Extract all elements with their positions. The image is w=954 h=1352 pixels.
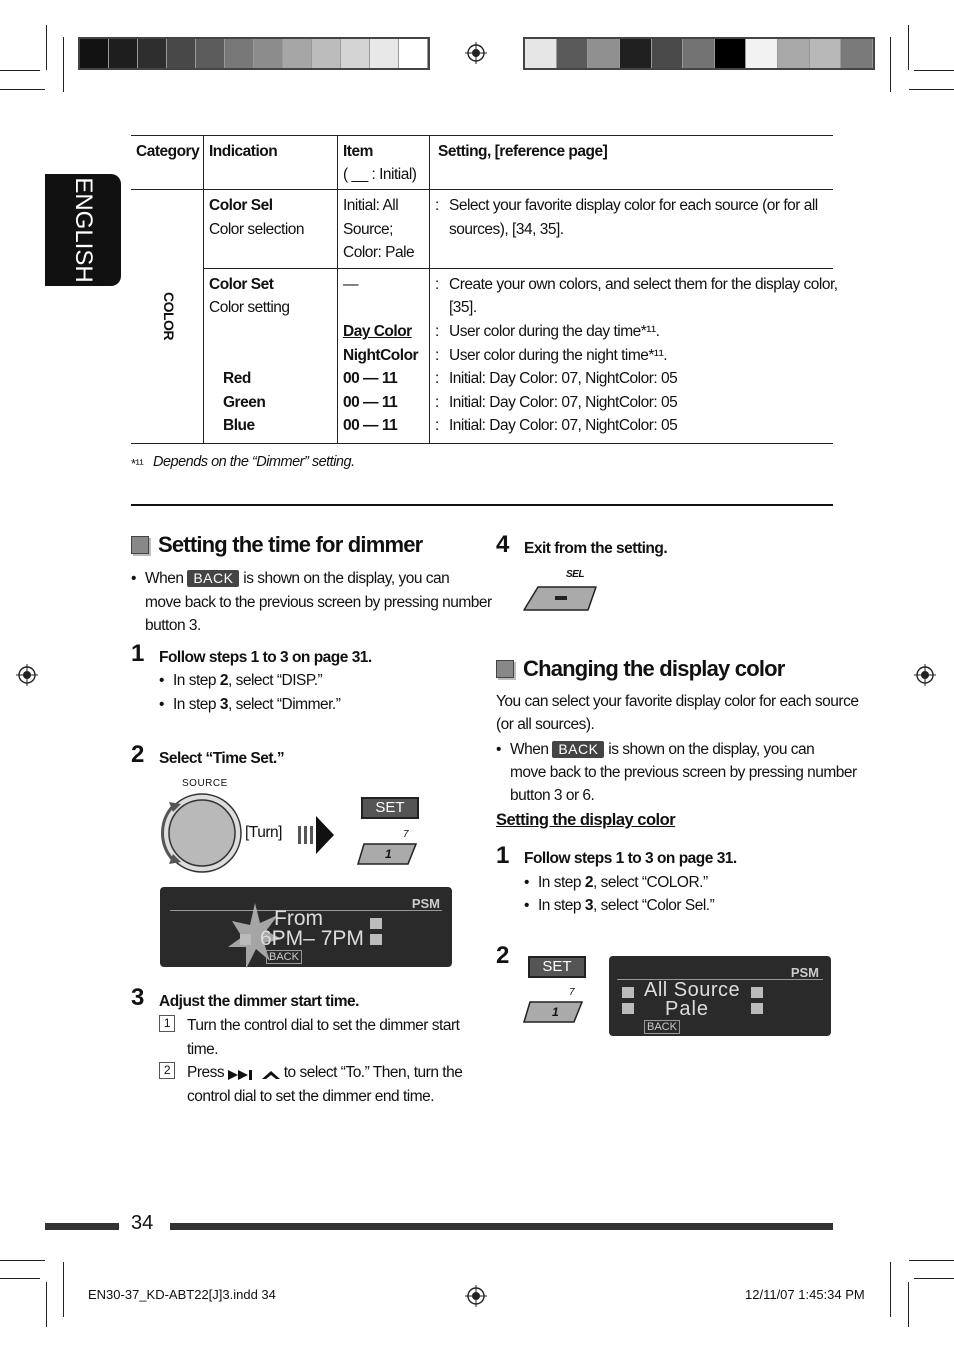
color-set-desc: Color setting: [209, 299, 290, 316]
sub-bullet: •: [159, 696, 164, 713]
color-swatch: [138, 39, 167, 68]
section-title-dimmer: Setting the time for dimmer: [158, 532, 423, 557]
header-indication: Indication: [209, 143, 278, 160]
intro-text: (or all sources).: [496, 716, 595, 733]
color-swatch: [620, 39, 652, 68]
blue-setting: Initial: Day Color: 07, NightColor: 05: [449, 417, 678, 434]
footer-file: EN30-37_KD-ABT22[J]3.indd 34: [88, 1287, 276, 1302]
crop-mark: [0, 1260, 45, 1261]
crop-mark: [0, 1278, 40, 1279]
bullet-text: [510, 738, 814, 762]
header-category: Category: [136, 143, 200, 160]
color-swatch: [841, 39, 873, 68]
step-title: Select “Time Set.”: [159, 750, 285, 767]
crop-mark: [46, 25, 47, 70]
color-set-setting: [35].: [449, 299, 477, 316]
sub-bullet-text: [173, 669, 322, 693]
color-swatch: [283, 39, 312, 68]
substep-post: to select “To.” Then, turn the: [283, 1064, 463, 1081]
night-color-item: NightColor: [343, 347, 419, 364]
substep-text: control dial to set the dimmer end time.: [187, 1088, 435, 1105]
day-color-item: Day Color: [343, 323, 412, 340]
color-swatch: [715, 39, 747, 68]
crop-mark: [890, 1262, 891, 1317]
crop-mark: [914, 1278, 954, 1279]
back-button-label: BACK: [187, 570, 239, 587]
step-number: 1: [496, 842, 510, 869]
control-dial-icon[interactable]: [155, 790, 245, 874]
color-set-dash: —: [343, 276, 358, 293]
substep-text: [187, 1061, 462, 1085]
color-swatch: [652, 39, 684, 68]
bullet-text: [145, 567, 449, 591]
crop-mark: [46, 1282, 47, 1327]
substep-number: 2: [159, 1062, 175, 1079]
day-color-setting: User color during the day time*¹¹.: [449, 323, 660, 340]
lcd-line2: Pale: [665, 998, 710, 1020]
turn-label: [Turn]: [245, 824, 282, 841]
sub-bold: 3: [219, 696, 228, 713]
bullet: •: [131, 570, 136, 587]
sub-pre: In step: [538, 897, 585, 914]
green-indication: Green: [223, 394, 266, 411]
colon: :: [435, 417, 439, 434]
color-swatch: [225, 39, 254, 68]
registration-mark-icon: [16, 664, 38, 686]
color-swatch: [399, 39, 428, 68]
color-sel-item: Source;: [343, 221, 393, 238]
table-divider: [337, 135, 338, 443]
sub-bullet: •: [159, 672, 164, 689]
set-indicator: SET: [528, 956, 586, 978]
step-title: Adjust the dimmer start time.: [159, 993, 359, 1010]
color-swatch: [683, 39, 715, 68]
next-up-icon: [228, 1066, 280, 1080]
crop-mark: [63, 37, 64, 92]
prev-track-icon: [622, 987, 634, 998]
lcd-display: [160, 887, 452, 967]
source-label: SOURCE: [182, 778, 228, 789]
color-swatch: [588, 39, 620, 68]
lcd-line1: All Source: [644, 979, 741, 1001]
lcd-display: [609, 956, 831, 1036]
green-setting: Initial: Day Color: 07, NightColor: 05: [449, 394, 678, 411]
psm-label: PSM: [790, 965, 819, 980]
substep-text: time.: [187, 1041, 219, 1058]
sub-bold: 3: [584, 897, 593, 914]
colon: :: [435, 323, 439, 340]
red-item: 00 — 11: [343, 370, 398, 387]
sel-label: SEL: [566, 569, 584, 580]
color-swatch: [525, 39, 557, 68]
button-small-label: 7: [403, 829, 409, 840]
lcd-line2: 6PM– 7PM: [260, 927, 364, 950]
set-indicator: SET: [361, 797, 419, 819]
footer-date: 12/11/07 1:45:34 PM: [745, 1287, 865, 1302]
crop-mark: [914, 70, 954, 71]
step-title: Exit from the setting.: [524, 540, 668, 557]
down-arrow-icon: [240, 934, 251, 945]
colon: :: [435, 347, 439, 364]
colon: :: [435, 394, 439, 411]
color-swatch: [312, 39, 341, 68]
color-swatch: [778, 39, 810, 68]
crop-mark: [890, 37, 891, 92]
lcd-back: BACK: [644, 1020, 680, 1034]
sub-bullet: •: [524, 897, 529, 914]
color-swatch: [167, 39, 196, 68]
color-sel-setting: sources), [34, 35].: [449, 221, 564, 238]
lcd-line1: From: [274, 907, 323, 930]
substep-text: Turn the control dial to set the dimmer start: [187, 1017, 460, 1034]
section-square-icon: [496, 660, 514, 678]
step-number: 3: [131, 984, 145, 1011]
down-arrow-icon: [751, 1003, 763, 1014]
bullet-when: When: [145, 570, 184, 587]
sub-pre: In step: [173, 672, 220, 689]
colon: :: [435, 276, 439, 293]
bullet: •: [496, 741, 501, 758]
table-divider: [203, 135, 204, 443]
crop-mark: [63, 1262, 64, 1317]
button-small-label: 7: [569, 987, 575, 998]
color-swatch: [196, 39, 225, 68]
section-square-icon: [131, 536, 149, 554]
color-sel-item: Initial: All: [343, 197, 399, 214]
bullet-text: move back to the previous screen by pressing number: [510, 764, 857, 781]
next-track-icon: [370, 918, 382, 929]
lcd-back: BACK: [266, 950, 302, 964]
table-divider: [131, 189, 833, 190]
preset-button-number: 1: [385, 847, 392, 861]
language-label: ENGLISH: [70, 177, 97, 283]
registration-mark-icon: [914, 664, 936, 686]
color-swatch: [341, 39, 370, 68]
registration-mark-icon: [465, 1285, 487, 1307]
page-number: 34: [131, 1212, 154, 1234]
bullet-when: When: [510, 741, 549, 758]
bullet-text: move back to the previous screen by pressing number: [145, 594, 492, 611]
crop-mark: [909, 89, 954, 90]
color-set-name: Color Set: [209, 276, 274, 293]
down-arrow-icon: [622, 1003, 634, 1014]
crop-mark: [0, 89, 45, 90]
blue-item: 00 — 11: [343, 417, 398, 434]
table-divider: [203, 268, 833, 269]
step-number: 2: [496, 942, 510, 969]
sub-bullet: •: [524, 874, 529, 891]
sub-bullet-text: [538, 871, 708, 895]
crop-mark: [909, 1260, 954, 1261]
header-item-note: ( __ : Initial): [343, 166, 417, 183]
sub-bold: 2: [219, 672, 228, 689]
color-sel-setting: Select your favorite display color for each source (or for all: [449, 197, 818, 214]
sub-post: , select “DISP.”: [227, 672, 323, 689]
color-swatch: [80, 39, 109, 68]
color-sel-name: Color Sel: [209, 197, 273, 214]
substep-pre: Press: [187, 1064, 225, 1081]
bullet-text: button 3 or 6.: [510, 787, 595, 804]
color-swatch: [254, 39, 283, 68]
sub-bold: 2: [584, 874, 593, 891]
red-indication: Red: [223, 370, 251, 387]
step-number: 1: [131, 640, 145, 667]
sub-pre: In step: [173, 696, 220, 713]
registration-mark-icon: [465, 42, 487, 64]
color-calibration-bar-right: [523, 37, 875, 70]
page-bar-right: [170, 1223, 833, 1230]
color-swatch: [109, 39, 138, 68]
step-number: 4: [496, 531, 510, 558]
colon: :: [435, 370, 439, 387]
intro-text: You can select your favorite display color for each source: [496, 693, 859, 710]
sub-post: , select “Dimmer.”: [227, 696, 341, 713]
night-color-setting: User color during the night time*¹¹.: [449, 347, 668, 364]
color-set-setting: Create your own colors, and select them for the display color,: [449, 276, 838, 293]
language-tab: [45, 174, 121, 286]
crop-mark: [908, 25, 909, 70]
arrow-right-icon: [298, 814, 336, 856]
next-track-icon: [751, 987, 763, 998]
down-arrow-icon: [370, 934, 382, 945]
sub-bullet-text: [173, 693, 340, 717]
sub-post: , select “COLOR.”: [592, 874, 708, 891]
sub-post: , select “Color Sel.”: [592, 897, 715, 914]
preset-button-number: 1: [552, 1005, 559, 1019]
table-divider: [429, 135, 430, 443]
bullet-text: button 3.: [145, 617, 201, 634]
header-setting: Setting, [reference page]: [438, 143, 608, 160]
footnote: Depends on the “Dimmer” setting.: [153, 454, 355, 470]
color-swatch: [370, 39, 399, 68]
subheading: Setting the display color: [496, 811, 676, 829]
colon: :: [435, 197, 439, 214]
bullet-rest: is shown on the display, you can: [243, 570, 450, 587]
color-sel-item: Color: Pale: [343, 244, 415, 261]
color-swatch: [810, 39, 842, 68]
page-bar-left: [45, 1223, 119, 1230]
step-number: 2: [131, 741, 145, 768]
sub-pre: In step: [538, 874, 585, 891]
section-divider: [131, 504, 833, 506]
color-calibration-bar-left: [78, 37, 430, 70]
red-setting: Initial: Day Color: 07, NightColor: 05: [449, 370, 678, 387]
crop-mark: [908, 1282, 909, 1327]
step-title: Follow steps 1 to 3 on page 31.: [159, 649, 372, 666]
sel-button-icon[interactable]: [522, 584, 600, 614]
sub-bullet-text: [538, 894, 714, 918]
blue-indication: Blue: [223, 417, 255, 434]
substep-number: 1: [159, 1015, 175, 1032]
color-swatch: [557, 39, 589, 68]
color-sel-desc: Color selection: [209, 221, 305, 238]
bullet-rest: is shown on the display, you can: [608, 741, 815, 758]
psm-label: PSM: [411, 896, 440, 911]
category-color: COLOR: [160, 291, 177, 341]
section-title-display-color: Changing the display color: [523, 656, 785, 681]
color-swatch: [746, 39, 778, 68]
header-item: Item: [343, 143, 373, 160]
step-title: Follow steps 1 to 3 on page 31.: [524, 850, 737, 867]
crop-mark: [0, 70, 40, 71]
green-item: 00 — 11: [343, 394, 398, 411]
back-button-label: BACK: [552, 741, 604, 758]
footnote-mark: *¹¹: [131, 456, 144, 471]
